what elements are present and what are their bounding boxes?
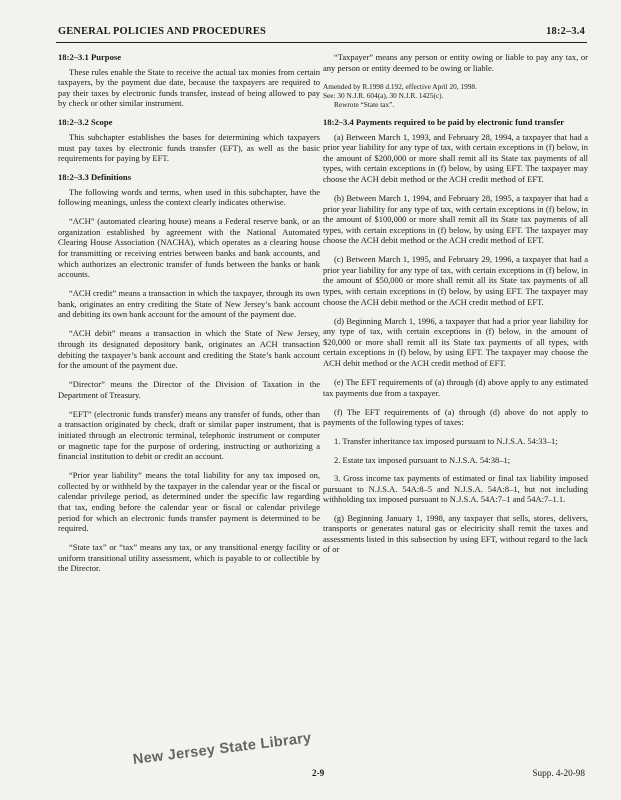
definition-ach-debit: “ACH debit” means a transaction in which the State of New Jersey, through its designated depository bank, originates an ACH transaction debiting the taxpayer’s bank account and crediting the State’s bank account for the amount of the payment due. xyxy=(58,328,320,371)
paragraph-f: (f) The EFT requirements of (a) through (d) above do not apply to payments of the following types of taxes: xyxy=(323,406,588,428)
definition-taxpayer: “Taxpayer” means any person or entity owing or liable to pay any tax, or any person or entity deemed to be owing or liable. xyxy=(323,52,588,73)
amendment-note-see: See: 30 N.J.R. 604(a), 30 N.J.R. 1425(c). xyxy=(323,90,444,100)
page-number: 2-9 xyxy=(312,768,325,778)
paragraph-g: (g) Beginning January 1, 1998, any taxpayer that sells, stores, delivers, transports or generates natural gas or electricity shall remit the taxes and assessments listed in this subsection by using EFT, without regard to the lack of or xyxy=(323,512,588,555)
amendment-note-rewrote: Rewrote “State tax”. xyxy=(334,99,395,109)
right-column xyxy=(323,52,588,563)
definition-ach: “ACH” (automated clearing house) means a Federal reserve bank, or an organization established by agreement with the National Automated Clearing House Association (NACHA), which operates as a clearing house for transmitting or receiving entries between banks and bank accounts, and which authorizes an electronic transfer of funds between the banks or bank accounts. xyxy=(58,216,320,280)
definition-ach-credit: “ACH credit” means a transaction in which the taxpayer, through its own bank, originates an entry crediting the State of New Jersey’s bank account and debiting its own bank account for the amount of the payment due. xyxy=(58,288,320,320)
definition-director: “Director” means the Director of the Division of Taxation in the Department of Treasury. xyxy=(58,379,320,400)
definitions-intro: The following words and terms, when used in this subchapter, have the following meanings, unless the context clearly indicates otherwise. xyxy=(58,186,320,208)
purpose-text: These rules enable the State to receive the actual tax monies from certain taxpayers, by the payment due date, because the taxpayers are required to pay their taxes by electronic funds transfer, instead of being allowed to pay by check or other similar instrument. xyxy=(58,66,320,109)
definition-state-tax: “State tax” or “tax” means any tax, or any transitional energy facility or uniform transitional utility assessment, which is payable to or collectible by the Director. xyxy=(58,542,320,574)
paragraph-b: (b) Between March 1, 1994, and February 28, 1995, a taxpayer that had a prior year liability for any type of tax, with certain exceptions in (f) below, in the amount of $100,000 or more shall remit all its State tax payments of all types, with certain exceptions in (f) below, by using EFT. The taxpayer may choose the ACH debit method or the ACH credit method of EFT. xyxy=(323,192,588,246)
definition-eft: “EFT” (electronic funds transfer) means any transfer of funds, other than a transaction originated by check, draft or similar paper instrument, that is initiated through an electronic terminal, telephonic instrument or computer or magnetic tape for the purpose of ordering, instructing or authorizing a financial institution to debit or credit an account. xyxy=(58,408,320,462)
library-stamp: New Jersey State Library xyxy=(132,730,313,768)
list-item-f2: 2. Estate tax imposed pursuant to N.J.S.A. 54:38–1; xyxy=(334,454,511,465)
header-title: GENERAL POLICIES AND PROCEDURES xyxy=(58,26,266,37)
supplement-date: Supp. 4-20-98 xyxy=(532,768,585,778)
section-title-eft-required: 18:2–3.4 Payments required to be paid by electronic fund transfer xyxy=(323,116,565,127)
paragraph-a: (a) Between March 1, 1993, and February 28, 1994, a taxpayer that had a prior year liability for any type of tax, with certain exceptions in (f) below, in the amount of $200,000 or more shall remit all its State tax payments of all types, with certain exceptions in (f) below, by using EFT. The taxpayer may choose the ACH debit method or the ACH credit method of EFT. xyxy=(323,131,588,184)
left-column xyxy=(58,52,320,582)
amendment-note-amended: Amended by R.1998 d.192, effective April 20, 1998. xyxy=(323,81,477,91)
list-item-f1: 1. Transfer inheritance tax imposed pursuant to N.J.S.A. 54:33–1; xyxy=(334,436,558,447)
amendment-note xyxy=(323,82,588,109)
section-title-purpose: 18:2–3.1 Purpose xyxy=(58,52,122,62)
paragraph-c: (c) Between March 1, 1995, and February 29, 1996, a taxpayer that had a prior year liability for any type of tax, with certain exceptions in (f) below, in the amount of $50,000 or more shall remit all its State tax payments of all types, with certain exceptions in (f) below, by using EFT. The taxpayer may choose the ACH debit method or the ACH credit method of EFT. xyxy=(323,254,588,307)
section-title-scope: 18:2–3.2 Scope xyxy=(58,117,113,128)
page-footer xyxy=(58,768,585,782)
paragraph-d: (d) Beginning March 1, 1996, a taxpayer that had a prior year liability for any type of tax, with certain exceptions in (f) below, in the amount of $20,000 or more shall remit all its State tax payments of all types, with certain exceptions in (f) below, by using EFT. The taxpayer may choose the ACH debit method or the ACH credit method of EFT. xyxy=(323,315,588,369)
running-header xyxy=(58,26,585,42)
list-item-f3: 3. Gross income tax payments of estimated or final tax liability imposed pursuant to N.J.S.A. 54A:8–5 and N.J.S.A. 54A:8–1, but not including withholding tax imposed pursuant to N.J.S.A. 54A:7–1 and 54A:7–1.1. xyxy=(323,472,588,505)
definition-prior-year-liability: “Prior year liability” means the total liability for any tax imposed on, collected by or withheld by the taxpayer in the calendar year or the fiscal or calendar privilege period, as determined under the specific law regarding that tax, ending before the calendar year or fiscal or calendar privilege period for which an electronic funds transfer payment is determined to be required. xyxy=(58,470,320,534)
section-title-definitions: 18:2–3.3 Definitions xyxy=(58,172,132,183)
scope-text: This subchapter establishes the bases for determining which taxpayers must pay taxes by electronic funds transfer (EFT), as well as the basic requirements for paying by EFT. xyxy=(58,131,320,164)
header-section-number: 18:2–3.4 xyxy=(546,26,585,37)
header-rule xyxy=(56,42,587,43)
paragraph-e: (e) The EFT requirements of (a) through (d) above apply to any estimated tax payments due from a taxpayer. xyxy=(323,377,588,398)
